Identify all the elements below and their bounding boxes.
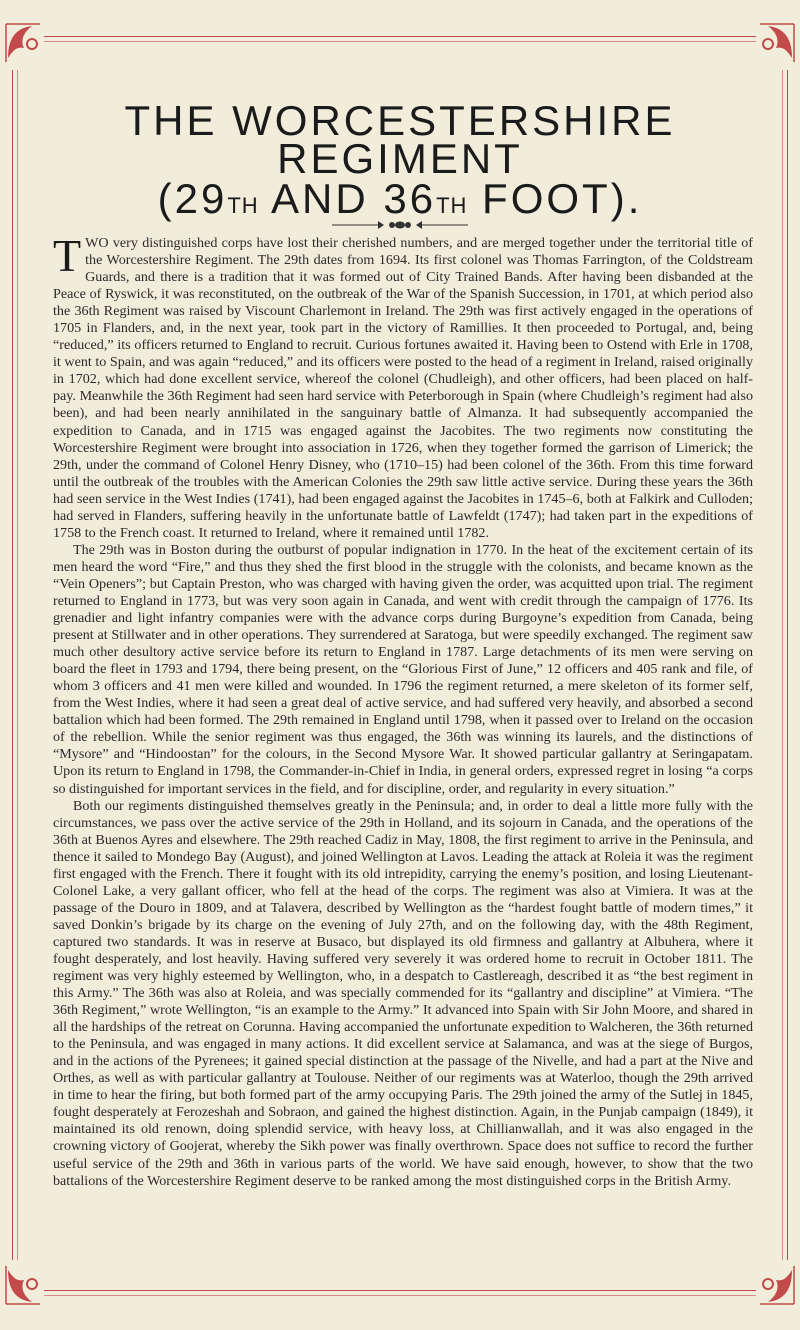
title-superscript: TH bbox=[436, 193, 468, 218]
page-title-line-1: THE WORCESTERSHIRE bbox=[124, 97, 676, 144]
paragraph-text: WO very distinguished corps have lost their cherished numbers, and are merged together under the territorial title of the Worcestershire Regiment. The 29th dates from 1694. Its first colonel was Thomas Farrington, of the Coldstream Guards, and there is a tradition that it was formed out of City Trained Bands. After having been disbanded at the Peace of Ryswick, it was reconstituted, on the outbreak of the War of the Spanish Succession, in 1701, at which period also the 36th Regiment was raised by Viscount Charlemont in Ireland. The 29th was first actively engaged in the operations of 1705 in Flanders, and, in the next year, took part in the victory of Ramillies. It then proceeded to Portugal, and, being “reduced,” its officers returned to England to recruit. Curious fortunes awaited it. Having been to Ostend with Erle in 1708, it went to Spain, and was again “reduced,” and its officers were posted to the head of a regiment in Ireland, raised originally in 1702, which had done excellent service, whereof the colonel (Chudleigh), and other officers, had been placed on half-pay. Meanwhile the 36th Regiment had seen hard service with Peterborough in Spain (where Chudleigh’s regiment had also been), and had been nearly annihilated in the sanguinary battle of Almanza. It had subsequently accompanied the expedition to Canada, and in 1715 was engaged against the Jacobites. The two regiments now constituting the Worcestershire Regiment were brought into association in 1726, when they together formed the garrison of Limerick; the 29th, under the command of Colonel Henry Disney, who (1710–15) had been colonel of the 36th. From this time forward until the outbreak of the troubles with the American Colonies the 29th saw little active service. During these years the 36th had seen service in the West Indies (1741), had been engaged against the Jacobites in 1745–6, both at Falkirk and Culloden; had served in Flanders, suffering heavily in the unfortunate battle of Lawfeldt (1747); had taken part in the expeditions of 1758 to the French coast. It returned to Ireland, where it remained until 1782. bbox=[53, 235, 753, 541]
frame-right-line-inner bbox=[782, 70, 783, 1260]
article-body bbox=[53, 230, 753, 1190]
drop-cap: T bbox=[53, 230, 82, 281]
title-superscript: TH bbox=[227, 193, 259, 218]
frame-left-line bbox=[12, 70, 13, 1260]
frame-left-line-inner bbox=[17, 70, 18, 1260]
paragraph bbox=[53, 230, 753, 542]
paragraph: Both our regiments distinguished themselves greatly in the Peninsula; and, in order to deal a little more fully with the circumstances, we pass over the active service of the 29th in Holland, and its sojourn in Canada, and the operations of the 36th at Buenos Ayres and elsewhere. The 29th reached Cadiz in May, 1808, the first regiment to arrive in the Peninsula, and thence it sailed to Mondego Bay (August), and joined Wellington at Lavos. Leading the attack at Roleia it was the regiment first engaged with the French. There it fought with its old intrepidity, carrying the enemy’s position, and losing Lieutenant-Colonel Lake, a very gallant officer, who fell at the head of the corps. The regiment was also at Vimiera. It was at the passage of the Douro in 1809, and at Talavera, described by Wellington as the “hardest fought battle of modern times,” it saved Donkin’s brigade by its charge on the evening of July 27th, and on the following day, with the 48th Regiment, captured two standards. It was in reserve at Busaco, but displayed its old firmness and gallantry at Albuhera, where it fought desperately, and lost heavily. Having suffered very severely it was ordered home to recruit in October 1811. The regiment was very highly esteemed by Wellington, who, in a despatch to Castlereagh, described it as “the best regiment in this Army.” The 36th was also at Roleia, and was specially commended for its “gallantry and discipline” at Vimiera. “The 36th Regiment,” wrote Wellington, “is an example to the Army.” It advanced into Spain with Sir John Moore, and shared in all the hardships of the retreat on Corunna. Having accompanied the unfortunate expedition to Walcheren, the 36th returned to the Peninsula, and was engaged in many actions. It did excellent service at Salamanca, and was at the siege of Burgos, and in the actions of the Pyrenees; it gained special distinction at the passage of the Nivelle, and had a part at the Nive and Orthes, as well as with particular gallantry at Toulouse. Neither of our regiments was at Waterloo, though the 29th arrived in time to hear the firing, but both formed part of the army occupying Paris. The 29th joined the army of the Sutlej in 1845, fought desperately at Ferozeshah and Sobraon, and gained the highest distinction. Again, in the Punjab campaign (1849), it maintained its old renown, doing splendid service, with heavy loss, at Chillianwallah, and it was also engaged in the crowning victory of Goojerat, whereby the Sikh power was finally overthrown. Space does not suffice to record the further useful service of the 29th and 36th in various parts of the world. We have said enough, however, to show that the two battalions of the Worcestershire Regiment deserve to be ranked among the most distinguished corps in the British Army. bbox=[53, 797, 753, 1189]
corner-ornament-icon bbox=[2, 18, 44, 66]
page-title-line-2: REGIMENT bbox=[277, 135, 523, 182]
divider-ornament-icon bbox=[330, 218, 470, 232]
frame-bottom-line bbox=[44, 1290, 756, 1291]
frame-right-line bbox=[787, 70, 788, 1260]
corner-ornament-icon bbox=[756, 18, 798, 66]
paragraph: The 29th was in Boston during the outburst of popular indignation in 1770. In the heat of the excitement certain of its men heard the word “Fire,” and thus they shed the first blood in the struggle with the colonists, and became known as the “Vein Openers”; but Captain Preston, who was charged with having given the order, was acquitted upon trial. The regiment returned to England in 1773, but was very soon again in Canada, and went with credit through the campaign of 1776. Its grenadier and light infantry companies were with the advance corps during Burgoyne’s expedition from Canada, being present at Stillwater and in other operations. They surrendered at Saratoga, but were speedily exchanged. The regiment saw much other desultory active service before its return to England in 1787. Large detachments of its men were serving on board the fleet in 1793 and 1794, there being present, on the “Glorious First of June,” 12 officers and 405 rank and file, of whom 3 officers and 41 men were killed and wounded. In 1796 the regiment returned, a mere skeleton of its former self, from the West Indies, where it had seen a great deal of active service, and had suffered very heavily, and absorbed a second battalion which had been formed. The 29th remained in England until 1798, when it passed over to Ireland on the occasion of the rebellion. While the senior regiment was thus engaged, the 36th was winning its laurels, and the distinctions of “Mysore” and “Hindoostan” for the colours, in the Second Mysore War. It showed particular gallantry at Seringapatam. Upon its return to England in 1798, the Commander-in-Chief in India, in general orders, expressed regret in losing “a corps so distinguished for important services in the field, and for discipline, order, and regularity in every situation.” bbox=[53, 541, 753, 797]
title-part: (29 bbox=[157, 175, 228, 222]
corner-ornament-icon bbox=[756, 1262, 798, 1310]
title-part: AND 36 bbox=[258, 175, 437, 222]
frame-top-line bbox=[44, 36, 756, 37]
frame-bottom-line-inner bbox=[44, 1295, 756, 1296]
corner-ornament-icon bbox=[2, 1262, 44, 1310]
frame-top-line-inner bbox=[44, 41, 756, 42]
title-part: FOOT). bbox=[467, 175, 643, 222]
